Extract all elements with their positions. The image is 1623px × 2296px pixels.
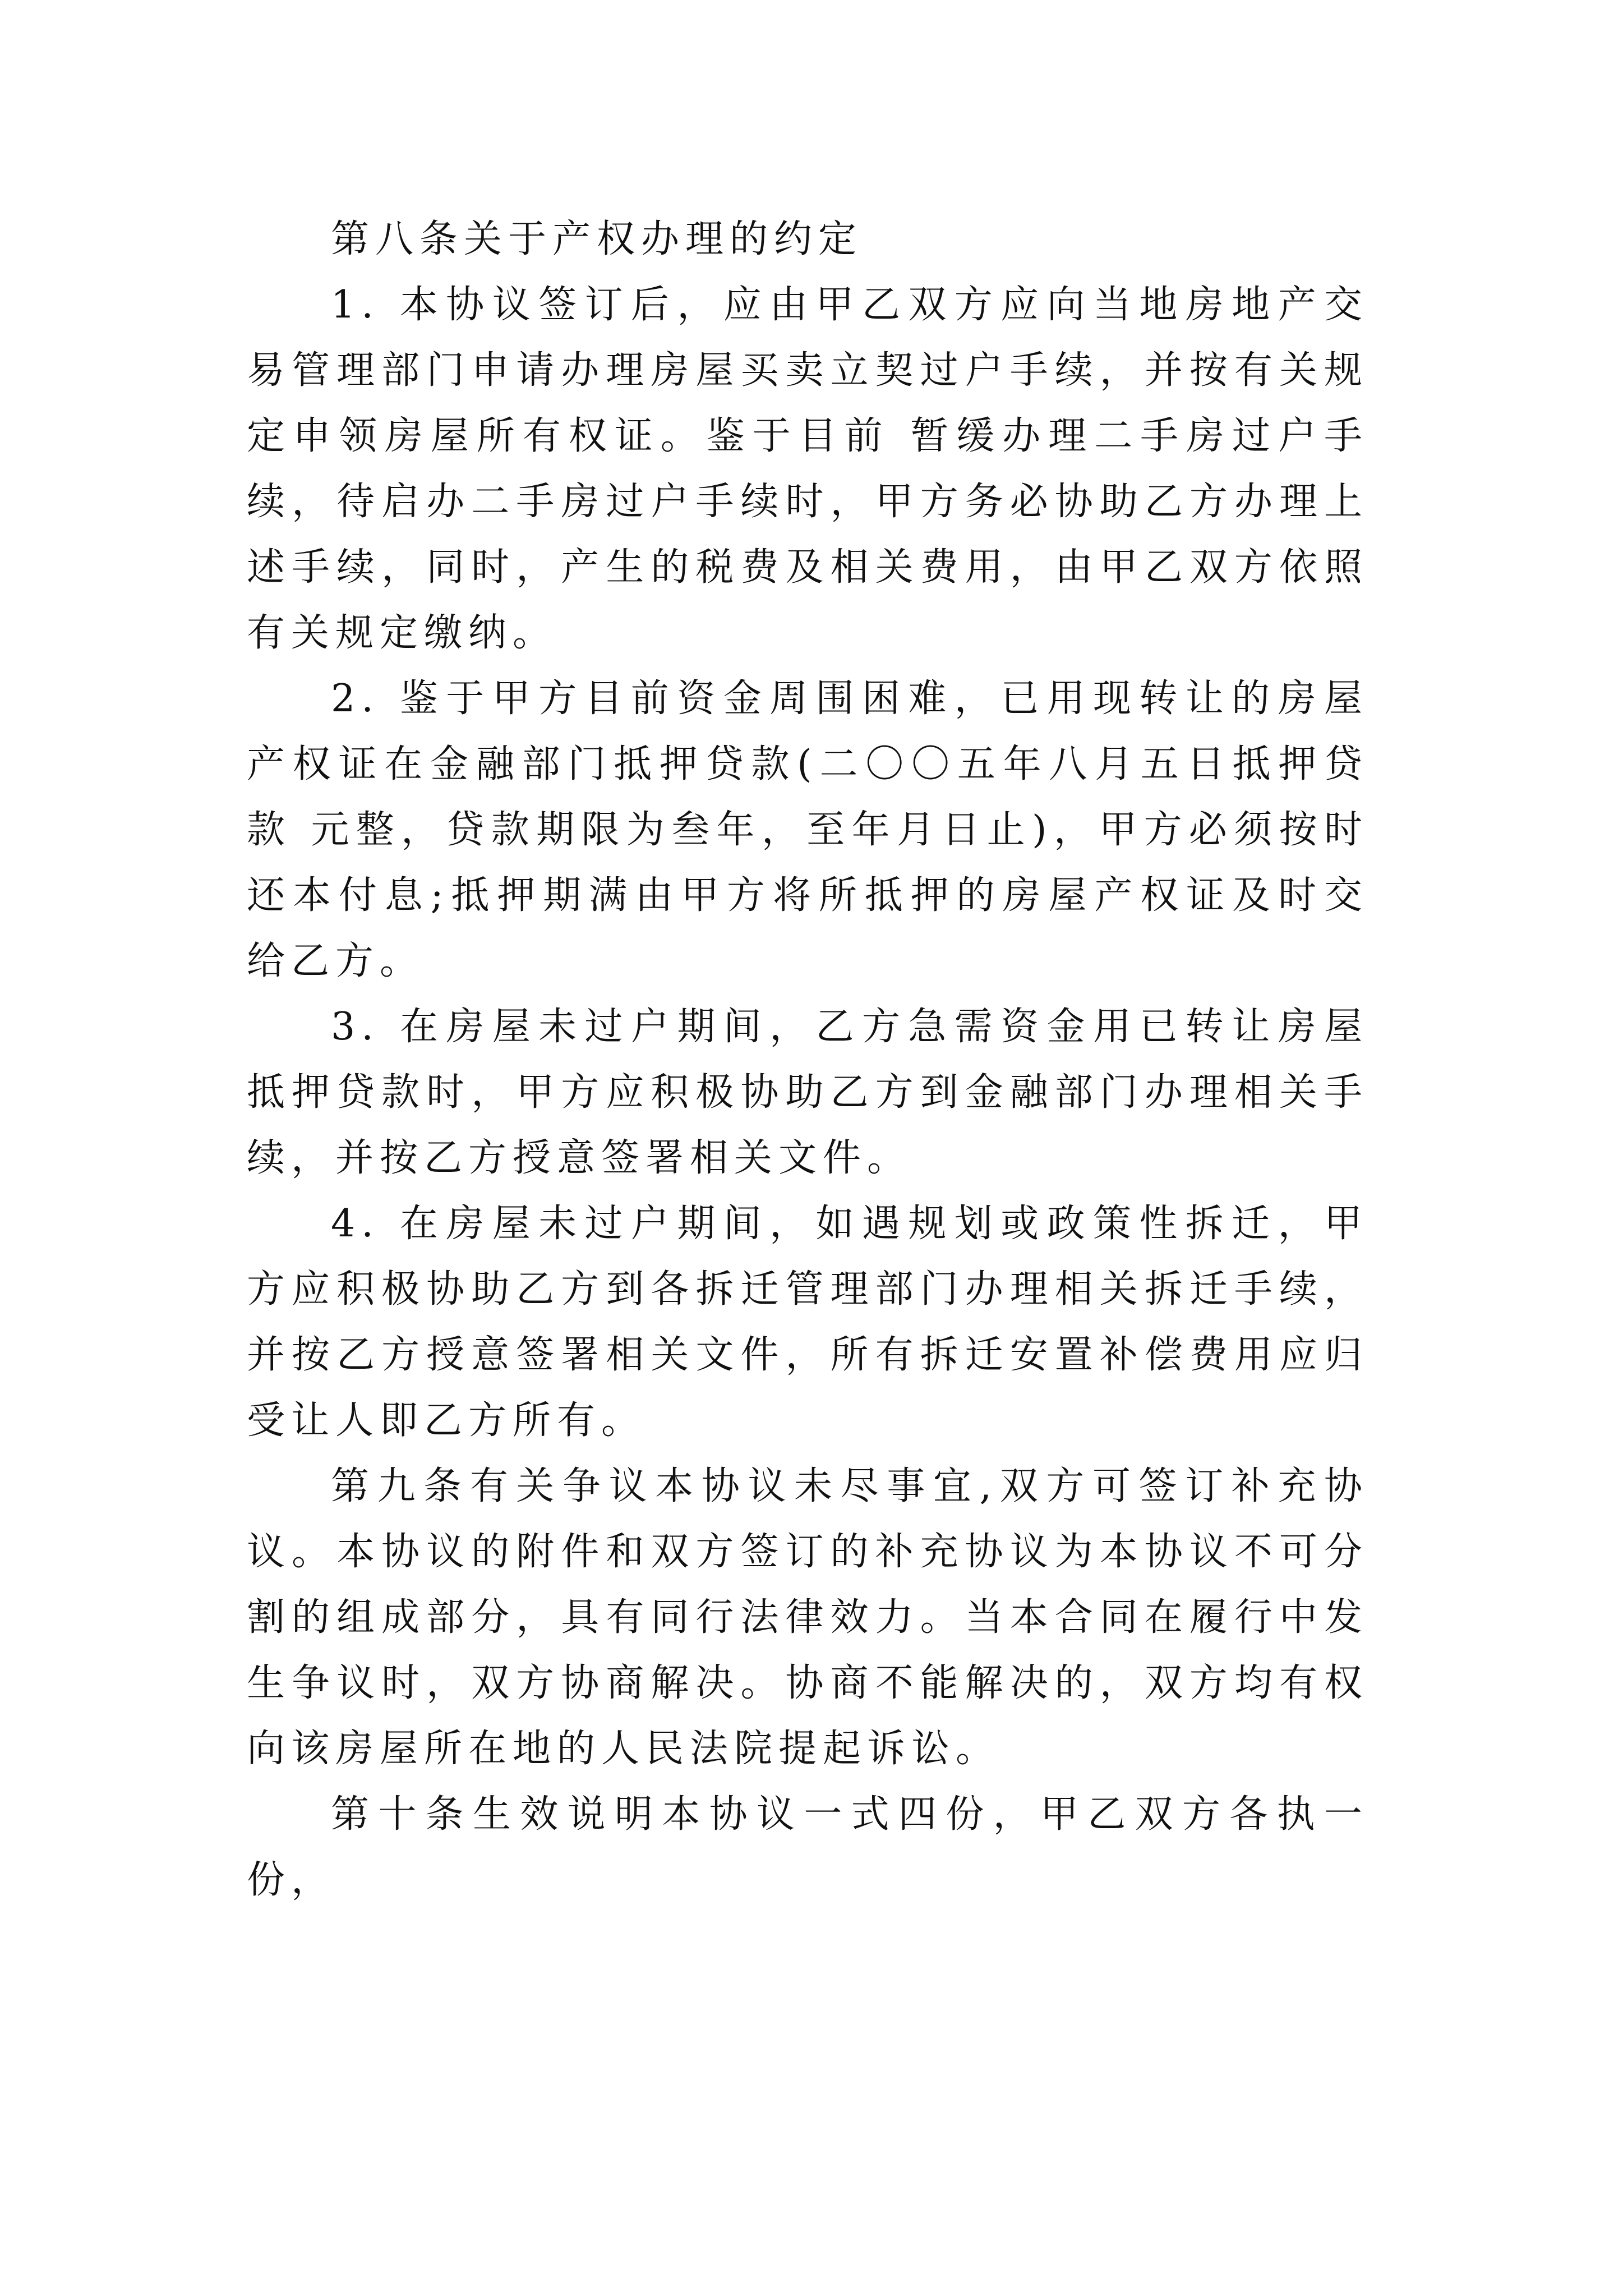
document-body [247,206,1368,1913]
article-8-clause-4: 4. 在房屋未过户期间，如遇规划或政策性拆迁，甲方应积极协助乙方到各拆迁管理部门办理相关拆迁手续，并按乙方授意签署相关文件，所有拆迁安置补偿费用应归受让人即乙方所有。 [247,1202,1368,1443]
article-8-clause-3: 3. 在房屋未过户期间，乙方急需资金用已转让房屋抵押贷款时，甲方应积极协助乙方到金融部门办理相关手续，并按乙方授意签署相关文件。 [247,1005,1368,1180]
article-8-clause-2: 2. 鉴于甲方目前资金周围困难，已用现转让的房屋产权证在金融部门抵押贷款(二〇〇五年八月五日抵押贷款 元整，贷款期限为叁年，至年月日止)，甲方必须按时还本付息;抵押期满由甲方将所抵押的房屋产权证及时交给乙方。 [247,677,1368,983]
article-8-clause-1: 1. 本协议签订后，应由甲乙双方应向当地房地产交易管理部门申请办理房屋买卖立契过户手续，并按有关规定申领房屋所有权证。鉴于目前 暂缓办理二手房过户手续，待启办二手房过户手续时，甲方务必协助乙方办理上述手续，同时，产生的税费及相关费用，由甲乙双方依照有关规定缴纳。 [247,283,1368,655]
article-10-paragraph: 第十条生效说明本协议一式四份，甲乙双方各执一份， [247,1792,1368,1902]
article-9-paragraph: 第九条有关争议本协议未尽事宜,双方可签订补充协议。本协议的附件和双方签订的补充协议为本协议不可分割的组成部分，具有同行法律效力。当本合同在履行中发生争议时，双方协商解决。协商不能解决的，双方均有权向该房屋所在地的人民法院提起诉讼。 [247,1464,1368,1771]
article-8-heading: 第八条关于产权办理的约定 [331,217,863,261]
